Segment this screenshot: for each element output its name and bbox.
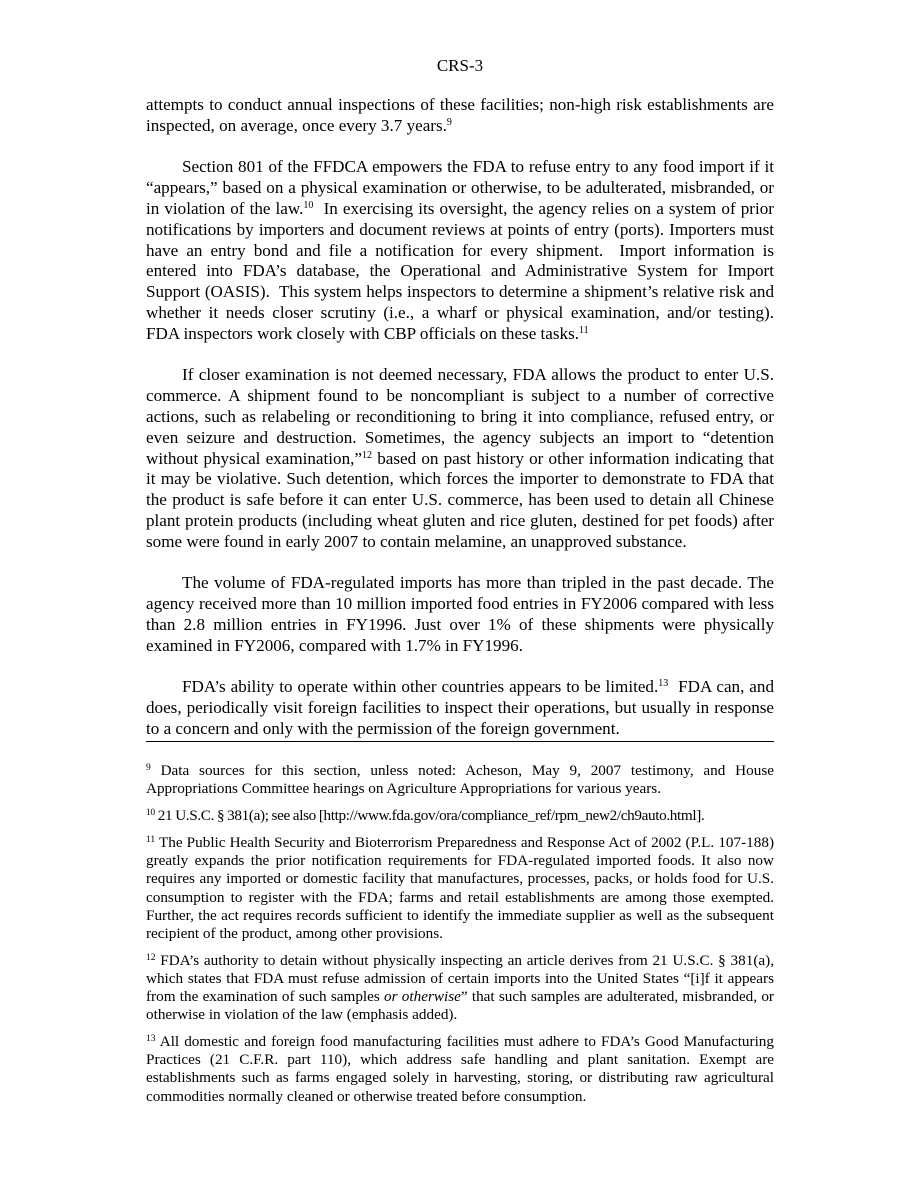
paragraph-text: based on past history or other information indicating that it may be violative. Such detention, which forces the importer to demonstrate to FDA that the product is safe before it can enter U.S. commerce, has been used to detain all Chinese plant protein products (including wheat gluten and rice gluten, destined for pet foods) after some were found in early 2007 to contain melamine, an unapproved substance. <box>146 448 774 551</box>
paragraph <box>146 95 774 137</box>
footnote <box>146 952 774 1024</box>
footnote-ref: 12 <box>361 449 372 461</box>
paragraph-text: FDA can, and does, periodically visit foreign facilities to inspect their operations, but usually in response to a concern and only with the permission of the foreign government. <box>146 677 779 738</box>
paragraph-text: If closer examination is not deemed necessary, FDA allows the product to enter U.S. commerce. A shipment found to be noncompliant is subject to a number of corrective actions, such as relabeling or reconditioning to bring it into compliance, refused entry, or even seizure and destruction. Sometimes, the agency subjects an import to “detention without physical examination,” <box>146 365 774 468</box>
footnote-divider <box>146 741 774 742</box>
paragraph-text: attempts to conduct annual inspections of these facilities; non-high risk establishments are inspected, on average, once every 3.7 years. <box>146 95 774 135</box>
footnote-ref: 10 <box>303 199 314 211</box>
paragraph <box>146 157 783 344</box>
footnote-ref: 11 <box>579 324 589 336</box>
paragraph <box>146 677 779 739</box>
paragraph <box>146 365 774 552</box>
footnote-text: 21 U.S.C. § 381(a); see also [http://www.fda.gov/ora/compliance_ref/rpm_new2/ch9auto.html]. <box>154 807 705 825</box>
footnote-text: The Public Health Security and Bioterrorism Preparedness and Response Act of 2002 (P.L. 107-188) greatly expands the prior notification requirements for FDA-regulated imported foods. It also now requires any imported or domestic facility that manufactures, processes, packs, or holds food for U.S. consumption to register with the FDA; farms and retail establishments are among those exempted. Further, the act requires records sufficient to identify the immediate supplier as well as the subsequent recipient of the product, among other provisions. <box>146 834 774 942</box>
emphasis-text: or otherwise <box>384 988 461 1006</box>
footnote-number: 9 <box>146 763 151 773</box>
footnote <box>146 1033 774 1105</box>
footnotes <box>146 762 774 1115</box>
footnote <box>146 807 774 825</box>
footnote-number: 11 <box>146 835 156 846</box>
footnote-number: 13 <box>146 1034 156 1045</box>
body-text <box>146 95 783 761</box>
footnote-text: ” that such samples are adulterated, misbranded, or otherwise in violation of the law (emphasis added). <box>146 988 774 1024</box>
paragraph-text: In exercising its oversight, the agency relies on a system of prior notifications by importers and document reviews at points of entry (ports). Importers must have an entry bond and file a notification for every shipment. Import information is entered into FDA’s database, the Operational and Administrative System for Import Support (OASIS). This system helps inspectors to determine a shipment’s relative risk and whether it needs closer scrutiny (i.e., a wharf or physical examination, and/or testing). FDA inspectors work closely with CBP officials on these tasks. <box>146 198 783 343</box>
footnote-number: 12 <box>146 952 156 963</box>
footnote <box>146 762 774 798</box>
paragraph-text: The volume of FDA-regulated imports has more than tripled in the past decade. The agency received more than 10 million imported food entries in FY2006 compared with less than 2.8 million entries in FY1996. Just over 1% of these shipments were physically examined in FY2006, compared with 1.7% in FY1996. <box>146 573 774 655</box>
footnote <box>146 834 774 943</box>
footnote-number: 10 <box>146 808 155 819</box>
paragraph-text: FDA’s ability to operate within other countries appears to be limited. <box>182 677 659 697</box>
paragraph-text: Section 801 of the FFDCA empowers the FDA to refuse entry to any food import if it “appears,” based on a physical examination or otherwise, to be adulterated, misbranded, or in violation of the law. <box>146 157 774 218</box>
footnote-ref: 9 <box>446 116 452 128</box>
footnote-text: FDA’s authority to detain without physically inspecting an article derives from 21 U.S.C. § 381(a), which states that FDA must refuse admission of certain imports into the United States “[i]f it appears from the examination of such samples <box>146 951 774 1006</box>
page-header: CRS-3 <box>436 56 484 75</box>
paragraph <box>146 573 774 656</box>
footnote-ref: 13 <box>658 678 669 690</box>
footnote-text: All domestic and foreign food manufacturing facilities must adhere to FDA’s Good Manufacturing Practices (21 C.F.R. part 110), which address safe handling and plant sanitation. Exempt are establishments such as farms engaged solely in harvesting, storing, or distributing raw agricultural commodities normally cleaned or otherwise treated before consumption. <box>146 1033 774 1105</box>
footnote-text: Data sources for this section, unless noted: Acheson, May 9, 2007 testimony, and House Appropriations Committee hearings on Agriculture Appropriations for various years. <box>146 762 774 798</box>
